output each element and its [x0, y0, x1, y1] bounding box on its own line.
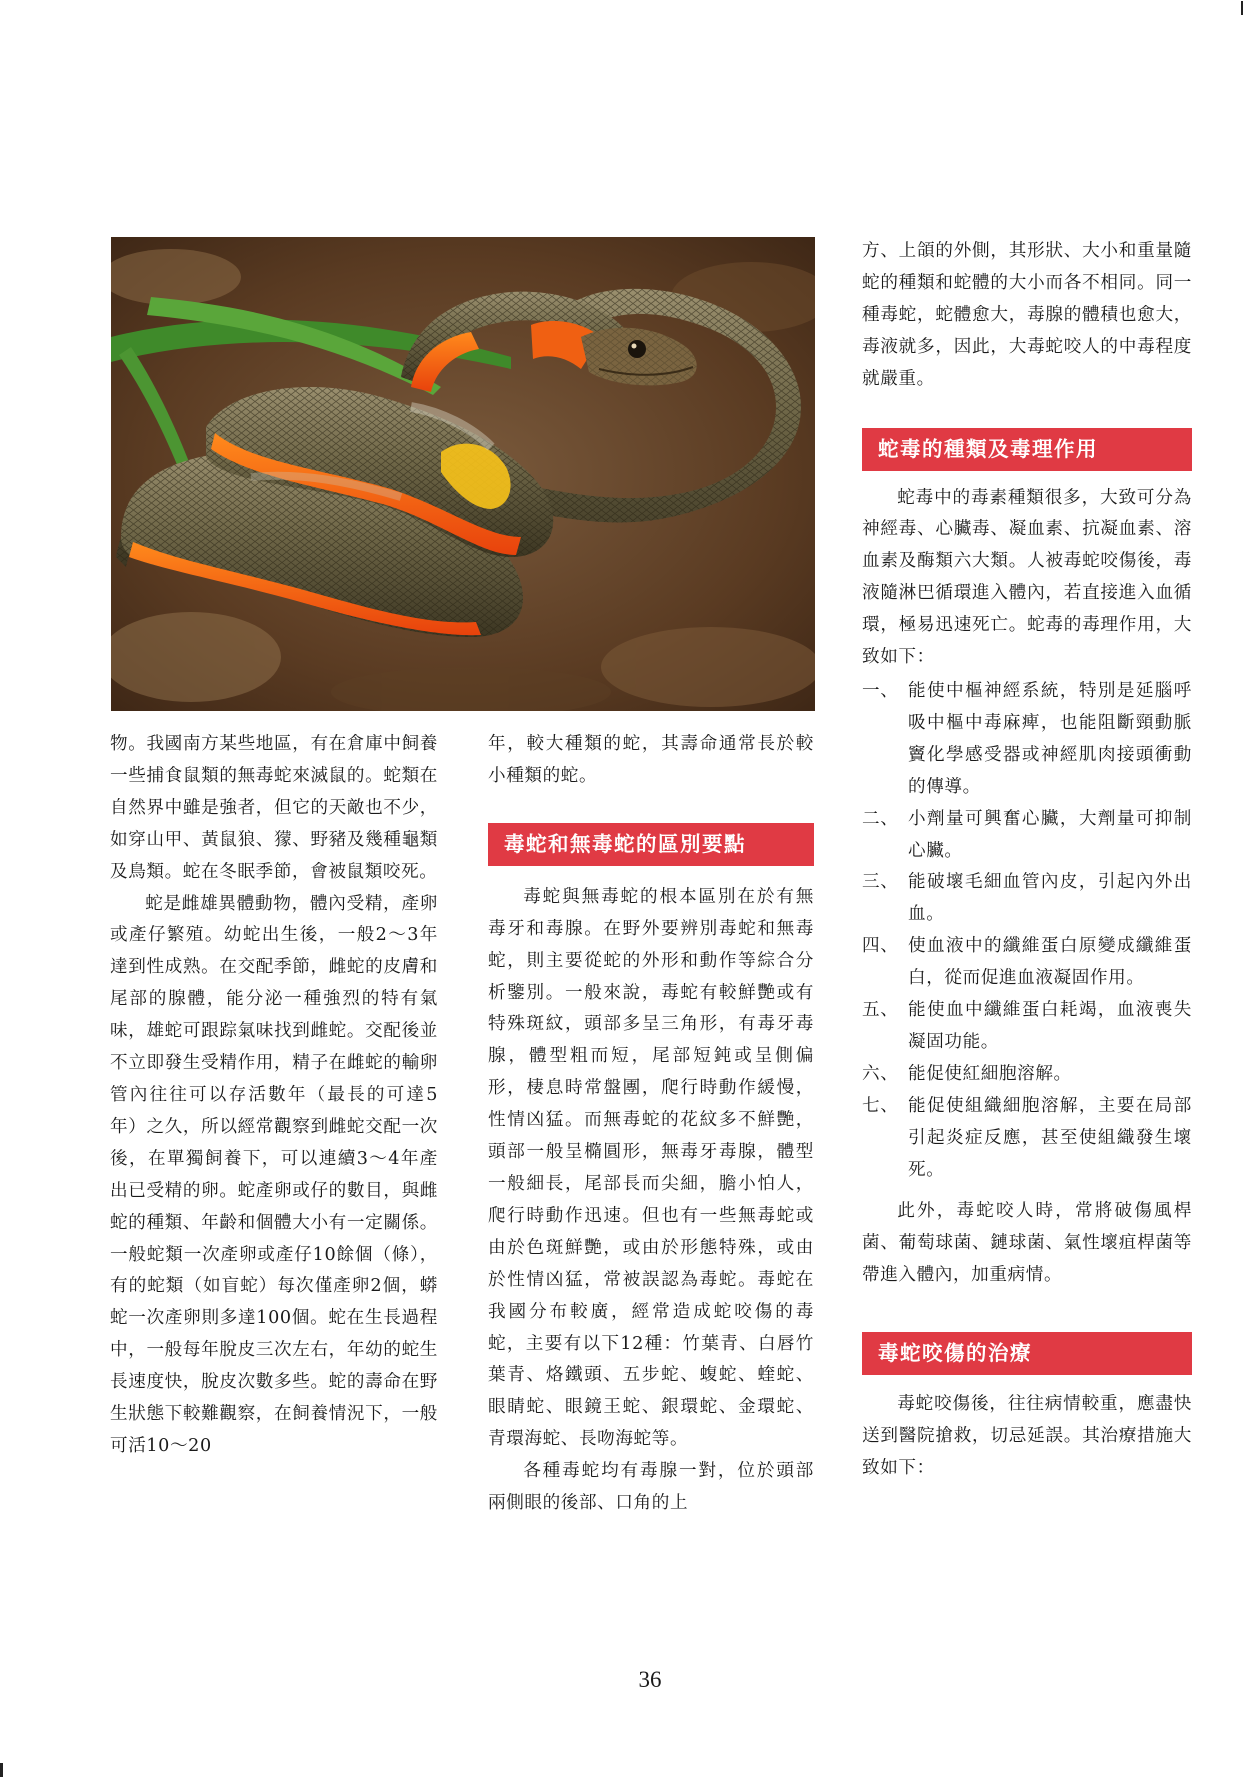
snake-photo [111, 237, 815, 711]
venom-effects-list [862, 676, 1192, 1187]
section-heading-treatment: 毒蛇咬傷的治療 [862, 1332, 1192, 1375]
col2-continuation: 年，較大種類的蛇，其壽命通常長於較小種類的蛇。 [488, 734, 814, 786]
column-3 [862, 236, 1192, 1485]
list-item [862, 931, 1192, 995]
list-number: 四、 [862, 936, 899, 957]
list-text: 小劑量可興奮心臟，大劑量可抑制心臟。 [908, 808, 1192, 861]
section-heading-venom-types: 蛇毒的種類及毒理作用 [862, 428, 1192, 471]
col1-paragraph-1: 物。我國南方某些地區，有在倉庫中飼養一些捕食鼠類的無毒蛇來滅鼠的。蛇類在自然界中雖是強者，但它的天敵也不少，如穿山甲、黃鼠狼、獴、野豬及幾種龜類及鳥類。蛇在冬眠季節，會被鼠類咬死。 [110, 734, 438, 882]
list-item [862, 1091, 1192, 1187]
page-number: 36 [638, 1667, 662, 1692]
list-text: 能使血中纖維蛋白耗竭，血液喪失凝固功能。 [908, 1000, 1192, 1052]
column-2 [488, 729, 814, 1520]
snake-illustration [111, 237, 815, 711]
list-text: 能促使紅細胞溶解。 [908, 1063, 1072, 1084]
list-text: 能使中樞神經系統，特別是延腦呼吸中樞中毒麻痺，也能阻斷頸動脈竇化學感受器或神經肌肉接頭衝動的傳導。 [908, 680, 1192, 797]
list-item [862, 804, 1192, 868]
list-number: 六、 [862, 1063, 899, 1084]
list-item [862, 676, 1192, 804]
list-text: 能破壞毛細血管內皮，引起內外出血。 [908, 872, 1192, 925]
list-number: 五、 [862, 1000, 899, 1021]
scan-corner-mark [1241, 1, 1243, 15]
list-number: 二、 [862, 808, 899, 829]
list-number: 三、 [862, 872, 899, 893]
column-1 [110, 729, 438, 1463]
list-item [862, 867, 1192, 931]
col2-paragraph-1: 毒蛇與無毒蛇的根本區別在於有無毒牙和毒腺。在野外要辨別毒蛇和無毒蛇，則主要從蛇的外形和動作等綜合分析鑒別。一般來說，毒蛇有較鮮艷或有特殊斑紋，頭部多呈三角形，有毒牙毒腺，體型粗而短，尾部短鈍或呈側偏形，棲息時常盤團，爬行時動作緩慢，性情凶猛。而無毒蛇的花紋多不鮮艷，頭部一般呈橢圓形，無毒牙毒腺，體型一般細長，尾部長而尖細，膽小怕人，爬行時動作迅速。但也有一些無毒蛇或由於色斑鮮艷，或由於形態特殊，或由於性情凶猛，常被誤認為毒蛇。毒蛇在我國分布較廣，經常造成蛇咬傷的毒蛇，主要有以下12種：竹葉青、白唇竹葉青、烙鐵頭、五步蛇、蝮蛇、蝰蛇、眼睛蛇、眼鏡王蛇、銀環蛇、金環蛇、青環海蛇、長吻海蛇等。 [488, 886, 814, 1450]
col3-intro: 蛇毒中的毒素種類很多，大致可分為神經毒、心臟毒、凝血素、抗凝血素、溶血素及酶類六大類。人被毒蛇咬傷後，毒液隨淋巴循環進入體內，若直接進入血循環，極易迅速死亡。蛇毒的毒理作用，大致如下： [862, 487, 1192, 668]
list-number: 七、 [862, 1095, 899, 1116]
list-number: 一、 [862, 680, 899, 701]
col3-treatment: 毒蛇咬傷後，往往病情較重，應盡快送到醫院搶救，切忌延誤。其治療措施大致如下： [862, 1394, 1192, 1478]
col2-paragraph-2: 各種毒蛇均有毒腺一對，位於頭部兩側眼的後部、口角的上 [488, 1461, 814, 1514]
scan-bottom-mark [0, 1763, 3, 1777]
list-text: 能促使組織細胞溶解，主要在局部引起炎症反應，甚至使組織發生壞死。 [908, 1095, 1192, 1180]
list-item [862, 995, 1192, 1059]
list-item [862, 1059, 1192, 1091]
list-text: 使血液中的纖維蛋白原變成纖維蛋白，從而促進血液凝固作用。 [908, 936, 1192, 989]
section-heading-distinction: 毒蛇和無毒蛇的區別要點 [488, 823, 814, 866]
col3-continuation: 方、上頜的外側，其形狀、大小和重量隨蛇的種類和蛇體的大小而各不相同。同一種毒蛇，蛇體愈大，毒腺的體積也愈大，毒液就多，因此，大毒蛇咬人的中毒程度就嚴重。 [862, 241, 1192, 389]
col1-paragraph-2: 蛇是雌雄異體動物，體內受精，產卵或產仔繁殖。幼蛇出生後，一般2～3年達到性成熟。在交配季節，雌蛇的皮膚和尾部的腺體，能分泌一種強烈的特有氣味，雄蛇可跟踪氣味找到雌蛇。交配後並不立即發生受精作用，精子在雌蛇的輸卵管內往往可以存活數年（最長的可達5年）之久，所以經常觀察到雌蛇交配一次後，在單獨飼養下，可以連續3～4年產出已受精的卵。蛇產卵或仔的數目，與雌蛇的種類、年齡和個體大小有一定關係。一般蛇類一次產卵或產仔10餘個（條），有的蛇類（如盲蛇）每次僅產卵2個，蟒蛇一次產卵則多達100個。蛇在生長過程中，一般每年脫皮三次左右，年幼的蛇生長速度快，脫皮次數多些。蛇的壽命在野生狀態下較難觀察，在飼養情況下，一般可活10～20 [110, 893, 438, 1456]
col3-extra: 此外，毒蛇咬人時，常將破傷風桿菌、葡萄球菌、鏈球菌、氣性壞疽桿菌等帶進入體內，加重病情。 [862, 1201, 1192, 1286]
